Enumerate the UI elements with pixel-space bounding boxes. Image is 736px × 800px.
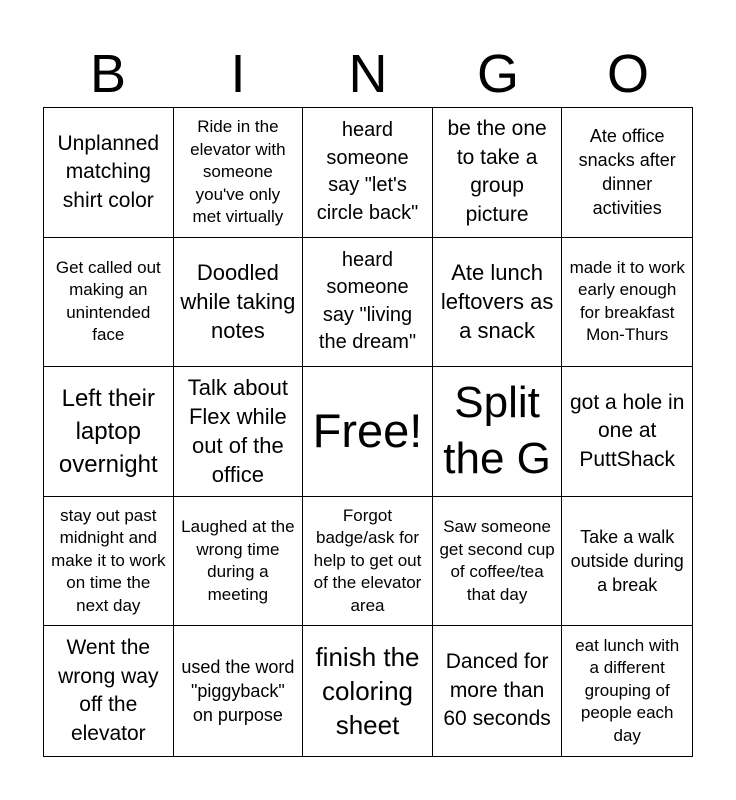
header-letter-n: N <box>348 44 388 104</box>
bingo-header <box>43 40 693 108</box>
bingo-cell-text: Talk about Flex while out of the office <box>187 375 289 488</box>
bingo-cell[interactable] <box>433 108 563 238</box>
bingo-cell[interactable] <box>174 497 304 627</box>
bingo-cell-text: Left their laptop overnight <box>58 384 158 478</box>
bingo-cell-text: Ride in the elevator with someone you've only met virtually <box>190 117 286 227</box>
bingo-cell-text: stay out past midnight and make it to work on time the next day <box>51 505 166 615</box>
bingo-cell[interactable] <box>562 497 692 627</box>
bingo-cell-text: heard someone say "living the dream" <box>318 248 417 354</box>
header-letter-i: I <box>230 44 246 104</box>
bingo-cell-text: Ate office snacks after dinner activities <box>578 126 676 219</box>
bingo-cell[interactable] <box>44 497 174 627</box>
bingo-cell[interactable] <box>303 108 433 238</box>
bingo-cell[interactable] <box>303 626 433 756</box>
bingo-cell[interactable] <box>562 626 692 756</box>
bingo-cell-text: got a hole in one at PuttShack <box>569 390 685 471</box>
bingo-cell[interactable] <box>433 238 563 368</box>
bingo-cell-text: eat lunch with a different grouping of people each day <box>575 635 680 745</box>
bingo-cell-text: finish the coloring sheet <box>315 642 420 741</box>
bingo-cell[interactable] <box>174 108 304 238</box>
bingo-cell-text: used the word "piggyback" on purpose <box>181 657 295 726</box>
bingo-cell-text: Forgot badge/ask for help to get out of the elevator area <box>313 505 422 615</box>
bingo-cell[interactable] <box>433 497 563 627</box>
bingo-cell-text: Ate lunch leftovers as a snack <box>440 260 554 344</box>
bingo-cell[interactable] <box>562 108 692 238</box>
bingo-cell[interactable] <box>44 626 174 756</box>
bingo-cell-text: Unplanned matching shirt color <box>57 131 160 212</box>
bingo-cell[interactable] <box>562 238 692 368</box>
bingo-cell[interactable] <box>303 497 433 627</box>
bingo-cell-text: Get called out making an unintended face <box>55 257 161 345</box>
bingo-cell[interactable] <box>44 108 174 238</box>
header-letter-o: O <box>606 44 649 104</box>
header-letter-b: B <box>89 44 127 104</box>
bingo-cell[interactable] <box>562 367 692 497</box>
bingo-cell[interactable] <box>44 238 174 368</box>
bingo-cell-text: Saw someone get second cup of coffee/tea that day <box>439 517 555 604</box>
bingo-cell[interactable] <box>433 626 563 756</box>
bingo-cell[interactable] <box>433 367 563 497</box>
bingo-cell-text: Went the wrong way off the elevator <box>58 636 159 745</box>
bingo-cell-text: Laughed at the wrong time during a meeting <box>181 517 295 604</box>
free-space-text: Free! <box>312 404 423 458</box>
bingo-cell[interactable] <box>303 238 433 368</box>
header-letter-g: G <box>476 44 519 104</box>
bingo-cell-text: Doodled while taking notes <box>180 260 296 344</box>
bingo-cell[interactable] <box>44 367 174 497</box>
free-space-cell[interactable] <box>303 367 433 497</box>
bingo-cell-text: Take a walk outside during a break <box>570 527 684 596</box>
bingo-cell-text: Split the G <box>443 378 551 484</box>
bingo-cell[interactable] <box>174 238 304 368</box>
bingo-cell[interactable] <box>174 626 304 756</box>
bingo-cell[interactable] <box>174 367 304 497</box>
bingo-card-grid <box>43 107 693 757</box>
bingo-cell-text: be the one to take a group picture <box>447 117 547 226</box>
bingo-cell-text: heard someone say "let's circle back" <box>316 119 419 224</box>
bingo-cell-text: made it to work early enough for breakfast Mon-Thurs <box>569 257 685 345</box>
bingo-cell-text: Danced for more than 60 seconds <box>443 650 551 731</box>
